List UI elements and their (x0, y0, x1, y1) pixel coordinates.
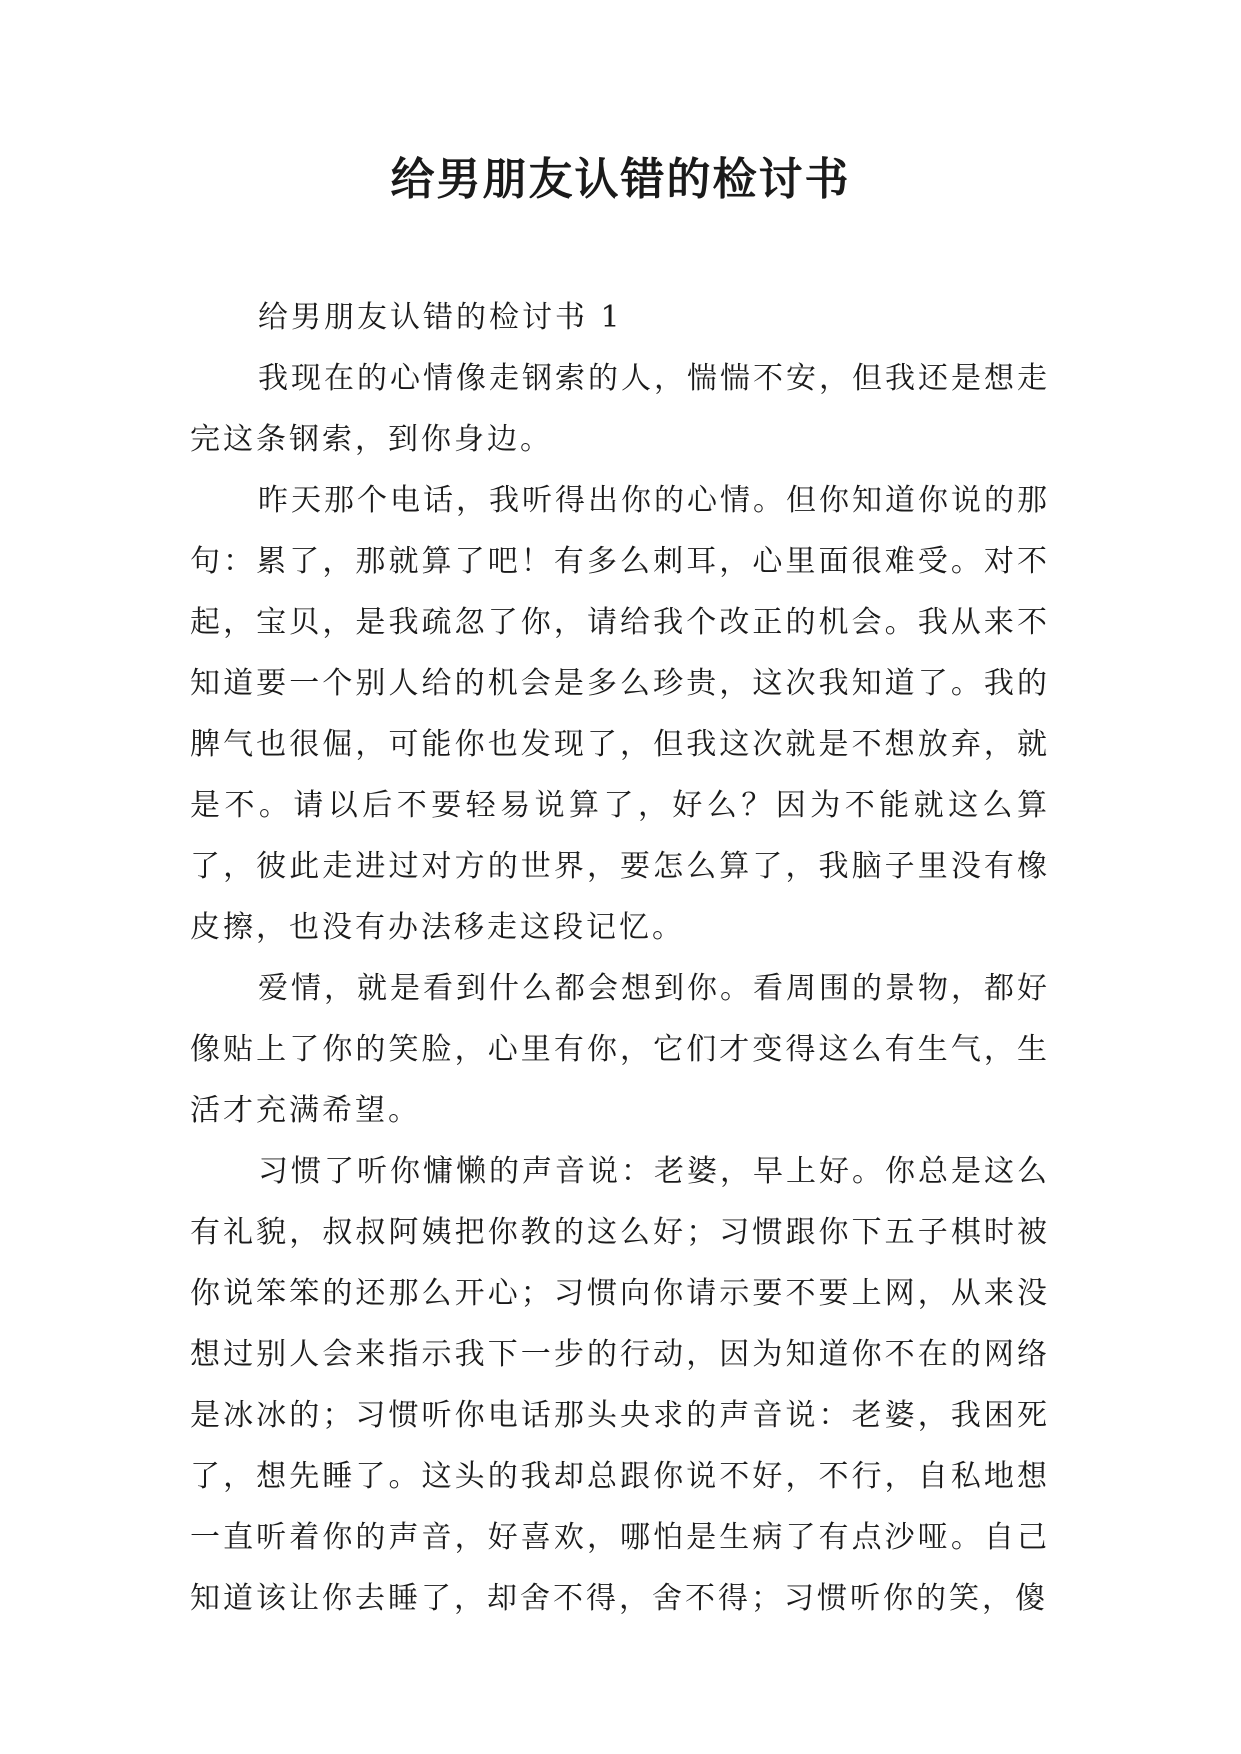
document-body (190, 287, 1050, 1629)
document-title: 给男朋友认错的检讨书 (390, 154, 851, 205)
paragraph: 昨天那个电话，我听得出你的心情。但你知道你说的那句：累了，那就算了吧！有多么刺耳，心里面很难受。对不起，宝贝，是我疏忽了你，请给我个改正的机会。我从来不知道要一个别人给的机会是多么珍贵，这次我知道了。我的脾气也很倔，可能你也发现了，但我这次就是不想放弃，就是不。请以后不要轻易说算了，好么？因为不能就这么算了，彼此走进过对方的世界，要怎么算了，我脑子里没有橡皮擦，也没有办法移走这段记忆。 (190, 483, 1050, 945)
section-heading: 给男朋友认错的检讨书 1 (258, 300, 623, 335)
paragraph: 我现在的心情像走钢索的人，惴惴不安，但我还是想走完这条钢索，到你身边。 (190, 361, 1050, 457)
paragraph: 爱情，就是看到什么都会想到你。看周围的景物，都好像贴上了你的笑脸，心里有你，它们才变得这么有生气，生活才充满希望。 (190, 971, 1050, 1128)
paragraph: 习惯了听你慵懒的声音说：老婆，早上好。你总是这么有礼貌，叔叔阿姨把你教的这么好；习惯跟你下五子棋时被你说笨笨的还那么开心；习惯向你请示要不要上网，从来没想过别人会来指示我下一步的行动，因为知道你不在的网络是冰冰的；习惯听你电话那头央求的声音说：老婆，我困死了，想先睡了。这头的我却总跟你说不好，不行，自私地想一直听着你的声音，好喜欢，哪怕是生病了有点沙哑。自己知道该让你去睡了，却舍不得，舍不得；习惯听你的笑，傻 (190, 1154, 1050, 1616)
